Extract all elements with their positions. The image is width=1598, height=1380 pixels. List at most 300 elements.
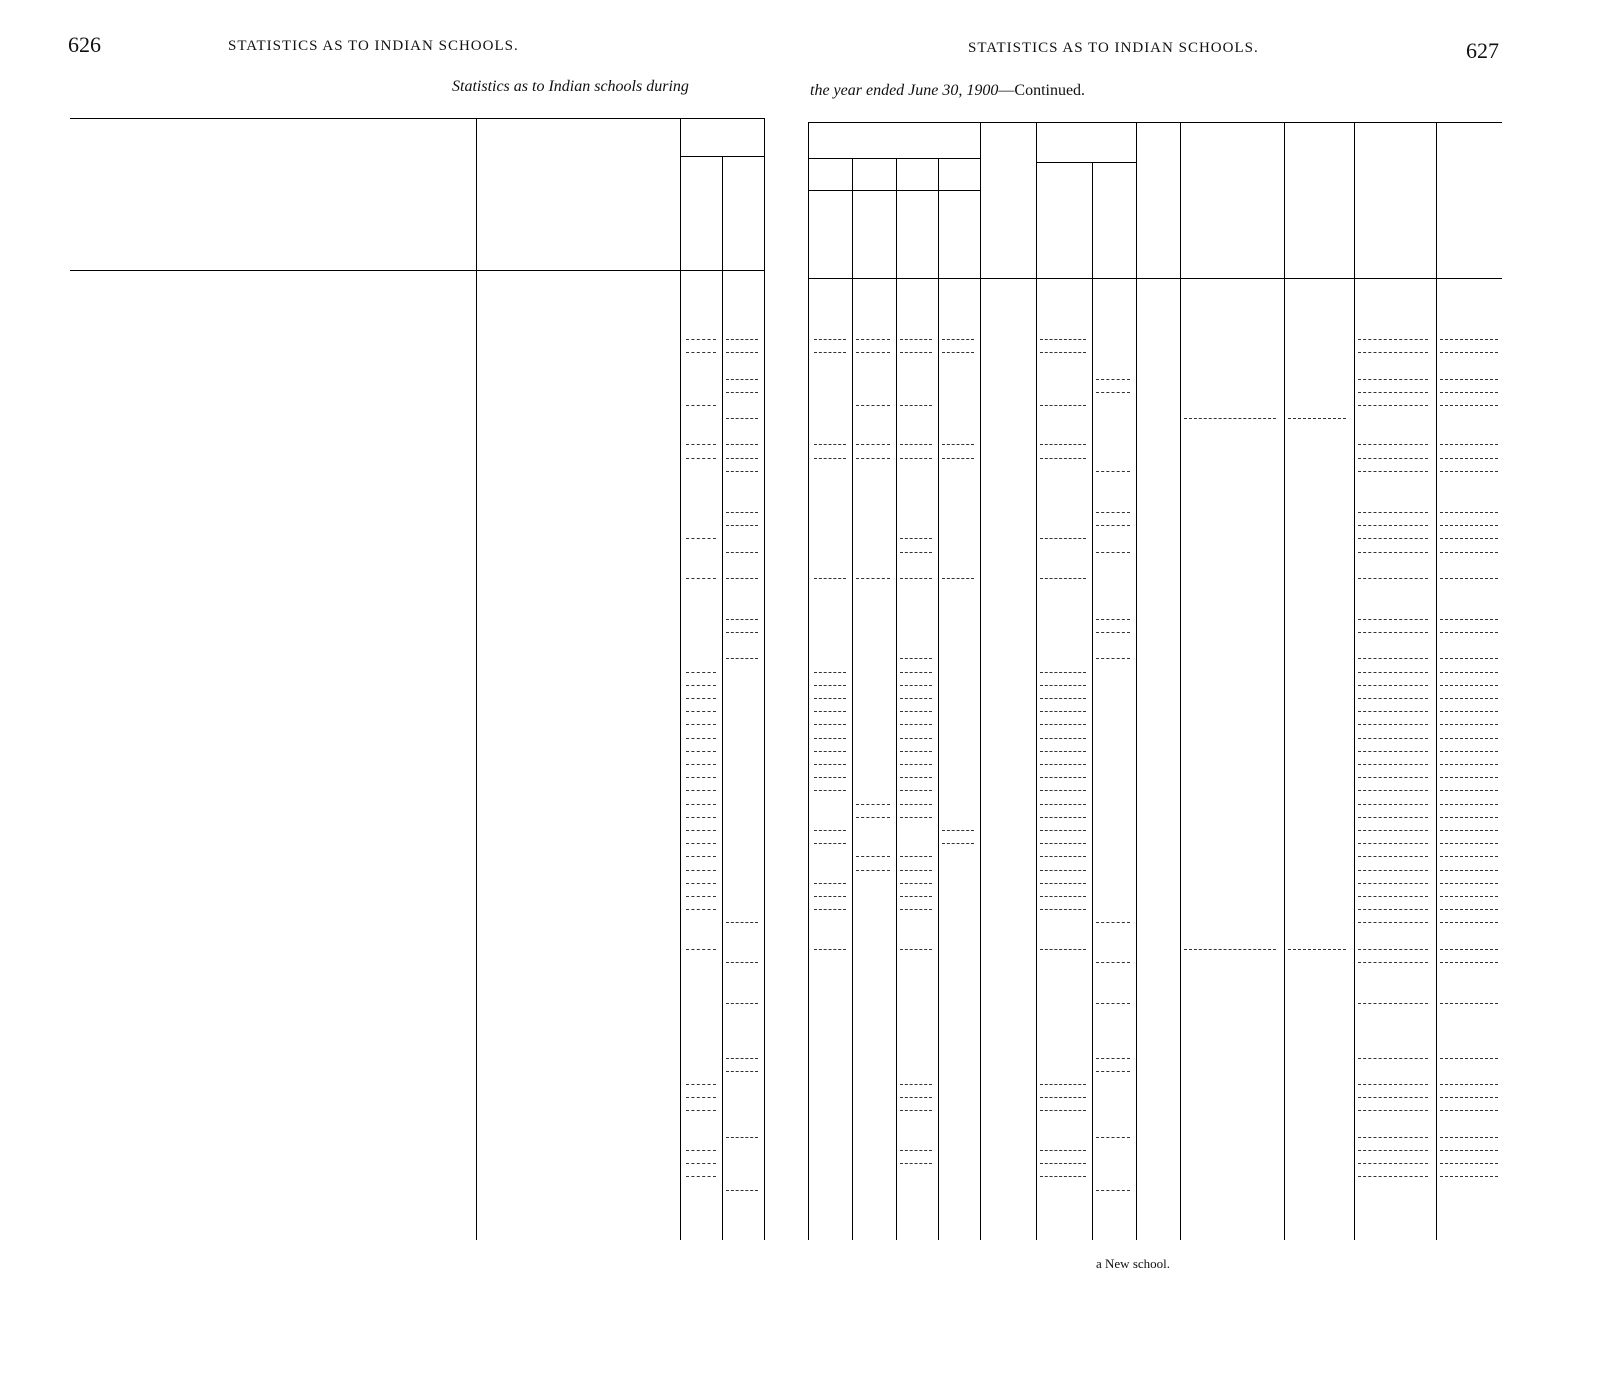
capacity-day [724,714,758,727]
cost-per-capita [1286,1061,1346,1074]
attendance-day [1094,395,1130,408]
female [854,939,890,952]
cost-per-capita [1286,369,1346,382]
white [940,741,974,754]
cost-government [1182,794,1276,807]
how-supported [486,1127,698,1140]
cost-government [1182,461,1276,474]
cost-government [1182,1061,1276,1074]
how-supported [486,728,698,741]
indian-empty [900,352,932,353]
white [940,794,974,807]
column-rule [476,118,477,1240]
months [1138,542,1174,555]
capacity-day-empty [726,1137,758,1138]
how-supported [486,662,676,675]
attendance-day-empty [1096,922,1130,923]
capacity-boarding [684,369,716,382]
capacity-boarding-empty [686,444,716,445]
attendance-day [1094,741,1130,754]
months [1138,675,1174,688]
cost-per-capita [1286,754,1346,767]
cost-government [1182,993,1276,1006]
attendance-day [1094,886,1130,899]
enrollment [984,993,1030,1006]
capacity-boarding-empty [686,698,716,699]
attendance-boarding-empty [1040,817,1086,818]
cost-per-capita-other-empty [1440,896,1498,897]
cost-government [1182,528,1276,541]
enrollment [984,899,1030,912]
capacity-boarding-empty [686,405,716,406]
cost-other-empty [1358,949,1428,950]
how-supported [486,528,698,541]
white [940,675,974,688]
cost-government [1182,846,1276,859]
male [812,1100,846,1113]
white [940,807,974,820]
white [940,754,974,767]
months [1138,662,1174,675]
column-rule [1180,122,1181,1240]
indian-empty [900,1163,932,1164]
how-supported [486,542,698,555]
cost-government [1182,342,1276,355]
male-empty [814,444,846,445]
capacity-day [724,395,758,408]
enrollment [984,846,1030,859]
female [854,1074,890,1087]
cost-other-empty [1358,672,1428,673]
female [854,912,890,925]
cost-per-capita [1286,515,1346,528]
capacity-day-empty [726,552,758,553]
cost-per-capita [1286,860,1346,873]
cost-government [1182,833,1276,846]
attendance-boarding [1038,1180,1086,1193]
enrollment [984,662,1030,675]
attendance-boarding-empty [1040,856,1086,857]
female [854,754,890,767]
attendance-boarding-empty [1040,1163,1086,1164]
enrollment [984,369,1030,382]
attendance-day [1094,846,1130,859]
attendance-day-empty [1096,632,1130,633]
table-top-rule-left [70,118,764,119]
female-empty [856,856,890,857]
how-supported [486,408,676,434]
male [812,912,846,925]
capacity-boarding-empty [686,830,716,831]
how-supported [486,395,698,408]
cost-per-capita [1286,873,1346,886]
female [854,899,890,912]
attendance-boarding-empty [1040,764,1086,765]
capacity-boarding-empty [686,352,716,353]
male-empty [814,458,846,459]
cost-per-capita [1286,688,1346,701]
cost-other-empty [1358,1058,1428,1059]
cost-government [1182,395,1276,408]
capacity-boarding [684,461,716,474]
male-empty [814,896,846,897]
male-empty [814,698,846,699]
indian-empty [900,552,932,553]
cost-other-empty [1358,962,1428,963]
white [940,528,974,541]
capacity-day-empty [726,418,758,419]
indian [898,912,932,925]
attendance-day [1094,899,1130,912]
how-supported [486,1100,698,1113]
enrollment [984,873,1030,886]
cost-per-capita-other-empty [1440,790,1498,791]
cost-per-capita-other-empty [1440,525,1498,526]
indian [898,622,932,635]
cost-other-empty [1358,817,1428,818]
how-supported [486,1153,698,1166]
enrollment [984,820,1030,833]
cost-other-empty [1358,538,1428,539]
attendance-day [1094,434,1130,447]
white [940,780,974,793]
months [1138,382,1174,395]
cost-government [1182,369,1276,382]
cost-per-capita-other-empty [1440,352,1498,353]
cost-per-capita-other-empty [1440,711,1498,712]
attendance-boarding-empty [1040,804,1086,805]
cost-per-capita [1286,609,1346,622]
cost-per-capita [1286,993,1346,1006]
capacity-day [724,794,758,807]
months [1138,609,1174,622]
female-empty [856,817,890,818]
indian [898,461,932,474]
sex-race-rule [808,190,980,191]
enrollment [984,794,1030,807]
male-empty [814,843,846,844]
cost-government [1182,568,1276,581]
male [812,1087,846,1100]
cost-per-capita-other-empty [1440,883,1498,884]
attendance-day-empty [1096,392,1130,393]
male [812,952,846,965]
attendance-day [1094,662,1130,675]
how-supported [486,1140,698,1153]
capacity-day-empty [726,512,758,513]
capacity-boarding-empty [686,909,716,910]
cost-other [1356,1061,1428,1074]
how-supported [486,807,698,820]
indian [898,1048,932,1061]
capacity-boarding-empty [686,1084,716,1085]
cost-other-empty [1358,1137,1428,1138]
attendance-boarding-empty [1040,458,1086,459]
attendance-boarding-empty [1040,777,1086,778]
attendance-boarding-empty [1040,830,1086,831]
enrollment [984,1087,1030,1100]
female [854,820,890,833]
how-supported [486,886,698,899]
how-supported [486,1074,676,1087]
capacity-day-empty [726,578,758,579]
cost-per-capita [1286,1166,1346,1179]
cost-other-empty [1358,843,1428,844]
attendance-boarding [1038,993,1086,1006]
enrollment [984,461,1030,474]
months [1138,461,1174,474]
months [1138,395,1174,408]
attendance-day [1094,860,1130,873]
attendance-boarding [1038,648,1086,661]
male-empty [814,685,846,686]
white [940,609,974,622]
attendance-day-empty [1096,1071,1130,1072]
capacity-boarding-empty [686,458,716,459]
female [854,1166,890,1179]
cost-per-capita [1286,395,1346,408]
how-supported [486,648,676,661]
months [1138,1180,1174,1193]
capacity-boarding [684,952,716,965]
months [1138,1074,1174,1087]
left-running-title: STATISTICS AS TO INDIAN SCHOOLS. [228,38,519,54]
attendance-boarding [1038,952,1086,965]
cost-per-capita-other-empty [1440,724,1498,725]
cost-per-capita [1286,807,1346,820]
cost-per-capita-other-empty [1440,856,1498,857]
white [940,369,974,382]
indian-empty [900,1110,932,1111]
enrollment [984,1061,1030,1074]
white-empty [942,578,974,579]
female-empty [856,352,890,353]
capacity-boarding [684,1180,716,1193]
white [940,701,974,714]
male [812,1048,846,1061]
how-supported [486,701,698,714]
cost-other-empty [1358,379,1428,380]
cost-per-capita-other-empty [1440,619,1498,620]
capacity-boarding [684,515,716,528]
months [1138,952,1174,965]
capacity-day-empty [726,922,758,923]
capacity-day [724,754,758,767]
cost-government [1182,952,1276,965]
attendance-day [1094,448,1130,461]
column-rule [980,122,981,1240]
female [854,622,890,635]
male-empty [814,949,846,950]
cost-per-capita [1286,952,1346,965]
cost-per-capita-other-empty [1440,764,1498,765]
cost-other-empty [1358,339,1428,340]
months [1138,701,1174,714]
cost-government [1182,434,1276,447]
attendance-boarding-empty [1040,949,1086,950]
cost-government [1182,502,1276,515]
attendance-boarding-empty [1040,1176,1086,1177]
attendance-boarding [1038,912,1086,925]
capacity-boarding-empty [686,738,716,739]
capacity-day [724,846,758,859]
attendance-day [1094,714,1130,727]
capacity-day-empty [726,444,758,445]
cost-government [1182,820,1276,833]
white-empty [942,352,974,353]
male-empty [814,777,846,778]
female [854,528,890,541]
cost-per-capita-other-empty [1440,738,1498,739]
indian [898,1127,932,1140]
cost-per-capita-other-empty [1440,1150,1498,1151]
male [812,382,846,395]
how-supported [486,568,676,581]
white [940,873,974,886]
indian [898,369,932,382]
cost-per-capita [1286,912,1346,925]
capacity-boarding-empty [686,1176,716,1177]
cost-per-capita [1286,528,1346,541]
male [812,1140,846,1153]
column-rule [896,158,897,1240]
attendance-day-empty [1096,658,1130,659]
enrollment [984,1100,1030,1113]
cost-per-capita-other [1438,1061,1498,1074]
white-empty [942,830,974,831]
capacity-boarding-empty [686,578,716,579]
capacity-boarding [684,912,716,925]
indian-empty [900,909,932,910]
how-supported [486,448,698,461]
enrollment [984,542,1030,555]
cost-per-capita [1286,780,1346,793]
column-rule [1436,122,1437,1240]
female [854,688,890,701]
cost-per-capita-other-empty [1440,458,1498,459]
cost-other-empty [1358,856,1428,857]
enrollment [984,515,1030,528]
female-empty [856,578,890,579]
cost-other-empty [1358,578,1428,579]
attendance-boarding-empty [1040,751,1086,752]
cost-other-empty [1358,458,1428,459]
cost-per-capita [1286,1074,1346,1087]
capacity-boarding-empty [686,949,716,950]
indian-empty [900,724,932,725]
cost-per-capita [1286,714,1346,727]
white [940,899,974,912]
enrollment [984,1140,1030,1153]
how-supported [486,434,676,447]
enrollment [984,434,1030,447]
months [1138,899,1174,912]
capacity-day [724,1166,758,1179]
capacity-day-empty [726,1003,758,1004]
cost-government [1182,1100,1276,1113]
attendance-day [1094,329,1130,342]
capacity-boarding [684,408,716,421]
attendance-day [1094,688,1130,701]
cost-other-empty [1358,1003,1428,1004]
cost-per-capita-other-empty [1440,444,1498,445]
enrollment [984,952,1030,965]
female-empty [856,458,890,459]
enrollment [984,1180,1030,1193]
cost-per-capita [1286,448,1346,461]
cost-government [1182,662,1276,675]
white [940,1153,974,1166]
white [940,1180,974,1193]
male [812,1074,846,1087]
attendance-boarding-empty [1040,711,1086,712]
column-rule [938,158,939,1240]
how-supported [486,833,698,846]
enrollment [984,1166,1030,1179]
attendance-boarding-empty [1040,738,1086,739]
male-empty [814,883,846,884]
indian-empty [900,790,932,791]
capacity-boarding [684,609,716,622]
attendance-boarding-empty [1040,883,1086,884]
indian [898,408,932,421]
female [854,993,890,1006]
enrollment [984,912,1030,925]
cost-per-capita [1286,382,1346,395]
cost-other-empty [1358,896,1428,897]
enrollment [984,329,1030,342]
male [812,515,846,528]
cost-per-capita [1286,502,1346,515]
indian [898,820,932,833]
months [1138,329,1174,342]
male [812,794,846,807]
attendance-boarding-empty [1040,698,1086,699]
months [1138,1127,1174,1140]
cost-other-empty [1358,751,1428,752]
cost-per-capita-other-empty [1440,685,1498,686]
male-empty [814,578,846,579]
indian [898,382,932,395]
capacity-day [724,528,758,541]
cost-other-empty [1358,738,1428,739]
indian [898,502,932,515]
cost-other-empty [1358,1150,1428,1151]
cost-other-empty [1358,632,1428,633]
how-supported [486,1061,676,1074]
white [940,728,974,741]
attendance-day-empty [1096,1003,1130,1004]
female [854,542,890,555]
white [940,1074,974,1087]
cost-per-capita [1286,622,1346,635]
white [940,767,974,780]
capacity-day [724,1087,758,1100]
footnote: a New school. [1096,1256,1171,1271]
white [940,1140,974,1153]
cost-government [1182,767,1276,780]
months [1138,728,1174,741]
months [1138,767,1174,780]
how-supported [486,939,676,952]
capacity-boarding-empty [686,339,716,340]
enrollment [984,688,1030,701]
cost-per-capita [1286,675,1346,688]
capacity-day-empty [726,658,758,659]
cost-per-capita-other-empty [1440,843,1498,844]
cost-other [1356,1180,1428,1193]
how-supported [486,780,698,793]
